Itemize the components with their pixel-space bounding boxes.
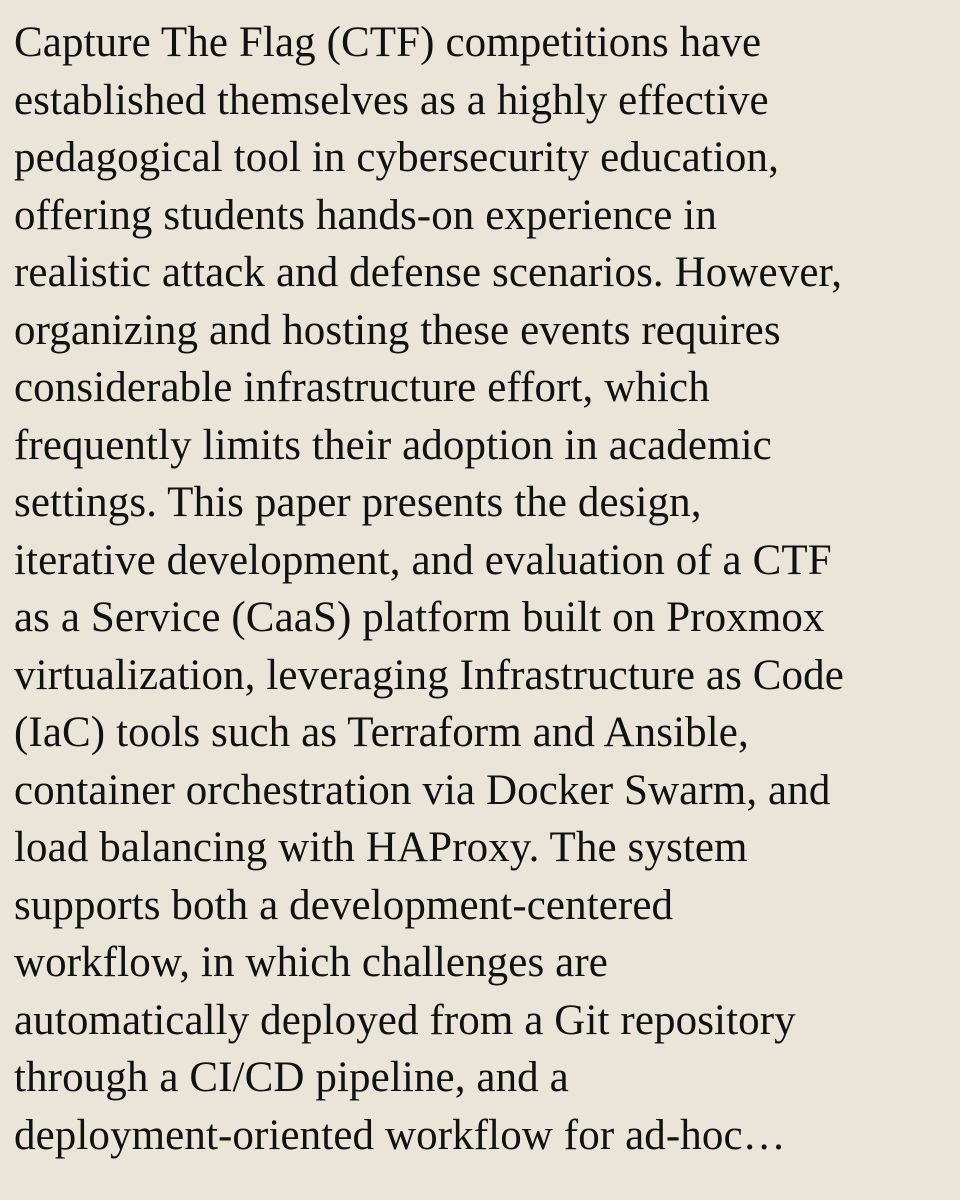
text-line: organizing and hosting these events requires [14,306,781,354]
text-line: container orchestration via Docker Swarm, and [14,766,831,814]
text-line: established themselves as a highly effective [14,76,769,124]
text-line: settings. This paper presents the design, [14,479,702,526]
text-line: virtualization, leveraging Infrastructure as Code [14,651,844,699]
abstract-text [14,14,948,1164]
text-line: considerable infrastructure effort, which [14,364,710,411]
text-line: Capture The Flag (CTF) competitions have [14,19,762,66]
text-line: load balancing with HAProxy. The system [14,824,748,871]
text-line: automatically deployed from a Git repository [14,996,796,1044]
text-line: supports both a development-centered [14,881,674,929]
text-line: iterative development, and evaluation of a CTF [14,536,832,584]
text-line: deployment-oriented workflow for ad-hoc… [14,1111,786,1159]
text-line: workflow, in which challenges are [14,939,608,986]
text-line: (IaC) tools such as Terraform and Ansible, [14,709,749,756]
text-line: frequently limits their adoption in academic [14,421,772,469]
text-line: offering students hands-on experience in [14,191,717,239]
text-line: as a Service (CaaS) platform built on Proxmox [14,594,825,641]
text-line: through a CI/CD pipeline, and a [14,1054,569,1101]
text-line: realistic attack and defense scenarios. However, [14,249,843,296]
text-line: pedagogical tool in cybersecurity education, [14,134,779,181]
